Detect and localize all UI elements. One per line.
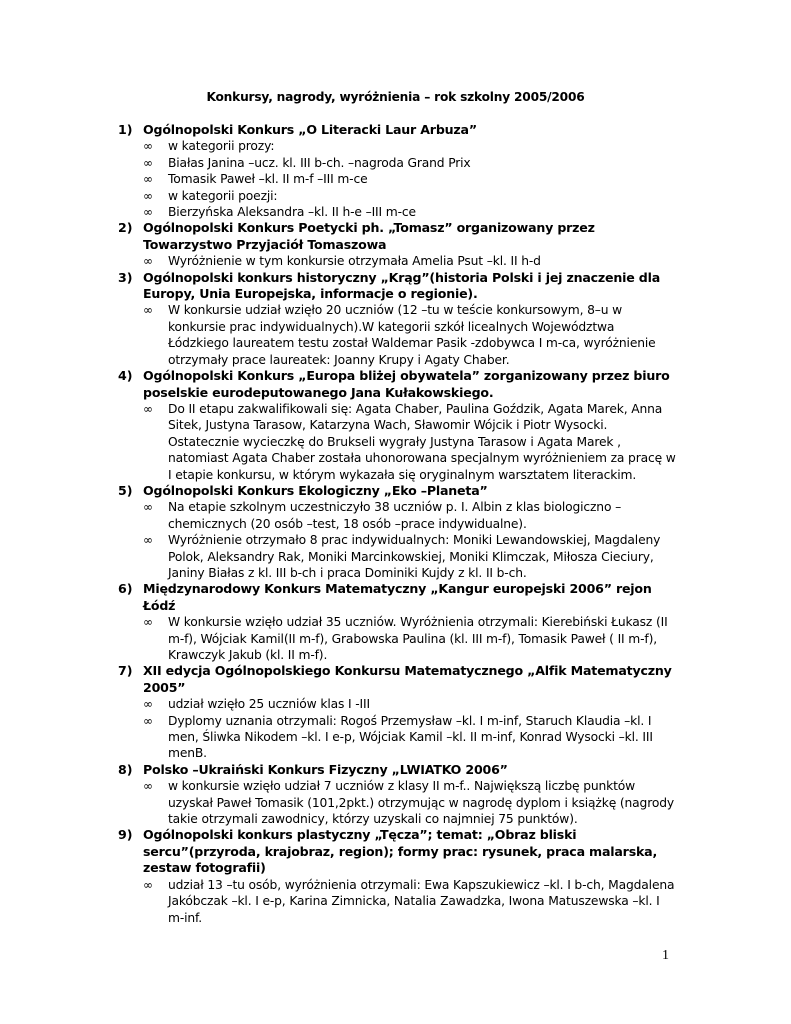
bullet-text: Bierzyńska Aleksandra –kl. II h-e –III m-ce <box>168 205 416 220</box>
bullet-text: w konkursie wzięło udział 7 uczniów z klasy II m-f.. Największą liczbę punktów uzyskał Paweł Tomasik (101,2pkt.) otrzymując w nagrodę dyplom i książkę (nagrody takie otrzymali zawodnicy, którzy uzyskali co najmniej 75 punktów). <box>168 779 674 827</box>
bullet-item <box>143 253 678 269</box>
item-number: 2) <box>118 220 133 236</box>
bullet-item <box>143 302 678 368</box>
bullet-text: W konkursie wzięło udział 35 uczniów. Wyróżnienia otrzymali: Kierebiński Łukasz (II m-f), Wójciak Kamil(II m-f), Grabowska Paulina (kl. III m-f), Tomasik Paweł ( II m-f), Krawczyk Jakub (kl. II m-f). <box>168 615 668 662</box>
bullet-text: Wyróżnienie w tym konkursie otrzymała Amelia Psut –kl. II h-d <box>168 254 541 269</box>
competition-item <box>118 663 678 761</box>
infinity-bullet-icon: ∞ <box>143 533 153 548</box>
competition-item <box>118 368 678 483</box>
bullet-list <box>143 499 678 581</box>
item-number: 7) <box>118 663 133 679</box>
infinity-bullet-icon: ∞ <box>143 779 153 794</box>
competition-heading: Ogólnopolski Konkurs „Europa bliżej obywatela” zorganizowany przez biuro poselskie eurodeputowanego Jana Kułakowskiego. <box>143 368 670 400</box>
competition-item <box>118 581 678 663</box>
bullet-text: udział wzięło 25 uczniów klas I -III <box>168 697 370 712</box>
bullet-item <box>143 138 678 154</box>
item-number: 1) <box>118 122 133 137</box>
bullet-text: w kategorii poezji: <box>168 188 278 203</box>
infinity-bullet-icon: ∞ <box>143 205 153 220</box>
bullet-list <box>143 138 678 220</box>
competition-heading: Ogólnopolski konkurs plastyczny „Tęcza”; temat: „Obraz bliski sercu”(przyroda, krajobraz, region); formy prac: rysunek, praca malarska, zestaw fotografii) <box>143 827 658 876</box>
bullet-item <box>143 171 678 187</box>
bullet-list <box>143 401 678 483</box>
competition-heading: Ogólnopolski konkurs historyczny „Krąg”(historia Polski i jej znaczenie dla Europy, Unia Europejska, informacje o regionie). <box>143 269 661 302</box>
bullet-list <box>143 778 678 827</box>
infinity-bullet-icon: ∞ <box>143 697 153 712</box>
item-number: 3) <box>118 269 133 285</box>
competition-heading: Polsko –Ukraiński Konkurs Fizyczny „LWIATKO 2006” <box>143 761 508 777</box>
competition-heading: XII edycja Ogólnopolskiego Konkursu Matematycznego „Alfik Matematyczny 2005” <box>143 663 672 695</box>
infinity-bullet-icon: ∞ <box>143 877 153 892</box>
bullet-item <box>143 713 678 762</box>
infinity-bullet-icon: ∞ <box>143 303 153 318</box>
bullet-list <box>143 877 678 926</box>
bullet-list <box>143 614 678 663</box>
bullet-text: Do II etapu zakwalifikowali się: Agata Chaber, Paulina Goździk, Agata Marek, Anna Sitek, Justyna Tarasow, Katarzyna Wach, Sławomir Wójcik i Piotr Wysocki. Ostatecznie wycieczkę do Brukseli wygrały Justyna Tarasow i Agata Marek , natomiast Agata Chaber została uhonorowana specjalnym wyróżnieniem za pracę w I etapie konkursu, w którym wykazała się oryginalnym warsztatem literackim. <box>168 401 676 482</box>
bullet-text: Dyplomy uznania otrzymali: Rogoś Przemysław –kl. I m-inf, Staruch Klaudia –kl. I men, Śliwka Nikodem –kl. I e-p, Wójciak Kamil –kl. II m-inf, Konrad Wysocki –kl. III menB. <box>168 713 653 761</box>
bullet-text: Tomasik Paweł –kl. II m-f –III m-ce <box>168 172 368 187</box>
bullet-item <box>143 204 678 220</box>
infinity-bullet-icon: ∞ <box>143 188 153 203</box>
bullet-text: Wyróżnienie otrzymało 8 prac indywidualnych: Moniki Lewandowskiej, Magdaleny Polok, Aleksandry Rak, Moniki Marcinkowskiej, Moniki Klimczak, Miłosza Cieciury, Janiny Białas z kl. III b-ch i praca Dominiki Kujdy z kl. II b-ch. <box>168 533 661 580</box>
page-number: 1 <box>662 948 669 963</box>
infinity-bullet-icon: ∞ <box>143 500 153 515</box>
bullet-item <box>143 696 678 712</box>
competition-item <box>118 762 678 828</box>
bullet-item <box>143 778 678 827</box>
bullet-list <box>143 696 678 762</box>
competition-item <box>118 483 678 581</box>
bullet-item <box>143 188 678 204</box>
competition-item <box>118 270 678 368</box>
competition-heading: Międzynarodowy Konkurs Matematyczny „Kangur europejski 2006” rejon Łódź <box>143 581 652 613</box>
bullet-item <box>143 155 678 171</box>
bullet-item <box>143 877 678 926</box>
item-number: 6) <box>118 581 133 597</box>
bullet-text: Białas Janina –ucz. kl. III b-ch. –nagroda Grand Prix <box>168 155 471 170</box>
competition-item <box>118 220 678 269</box>
bullet-text: w kategorii prozy: <box>168 139 275 154</box>
infinity-bullet-icon: ∞ <box>143 172 153 187</box>
competition-heading: Ogólnopolski Konkurs „O Literacki Laur Arbuza” <box>143 122 477 137</box>
competition-item <box>118 122 678 220</box>
infinity-bullet-icon: ∞ <box>143 254 153 269</box>
item-number: 8) <box>118 761 133 777</box>
infinity-bullet-icon: ∞ <box>143 615 153 630</box>
bullet-item <box>143 499 678 532</box>
bullet-list <box>143 302 678 368</box>
bullet-item <box>143 532 678 581</box>
bullet-text: W konkursie udział wzięło 20 uczniów (12 –tu w teście konkursowym, 8–u w konkursie prac indywidualnych).W kategorii szkół licealnych Województwa Łódzkiego laureatem testu został Waldemar Pasik -zdobywca I m-ca, wyróżnienie otrzymały prace laureatek: Joanny Krupy i Agaty Chaber. <box>168 303 656 367</box>
bullet-item <box>143 401 678 483</box>
bullet-text: Na etapie szkolnym uczestniczyło 38 uczniów p. I. Albin z klas biologiczno –chemicznych (20 osób –test, 18 osób –prace indywidualne). <box>168 500 622 531</box>
competition-list <box>118 122 678 926</box>
document-title: Konkursy, nagrody, wyróżnienia – rok szkolny 2005/2006 <box>206 90 585 104</box>
item-number: 4) <box>118 368 133 384</box>
competition-heading: Ogólnopolski Konkurs Ekologiczny „Eko –Planeta” <box>143 482 488 498</box>
infinity-bullet-icon: ∞ <box>143 401 153 416</box>
bullet-item <box>143 614 678 663</box>
infinity-bullet-icon: ∞ <box>143 139 153 154</box>
competition-item <box>118 827 678 925</box>
item-number: 9) <box>118 827 133 843</box>
infinity-bullet-icon: ∞ <box>143 713 153 728</box>
bullet-list <box>143 253 678 269</box>
infinity-bullet-icon: ∞ <box>143 155 153 170</box>
competition-heading: Ogólnopolski Konkurs Poetycki ph. „Tomasz” organizowany przez Towarzystwo Przyjaciół Tomaszowa <box>143 220 595 252</box>
bullet-text: udział 13 –tu osób, wyróżnienia otrzymali: Ewa Kapszukiewicz –kl. I b-ch, Magdalena Jakóbczak –kl. I e-p, Karina Zimnicka, Natalia Zawadzka, Iwona Matuszewska –kl. I m-inf. <box>168 877 675 925</box>
item-number: 5) <box>118 482 133 498</box>
